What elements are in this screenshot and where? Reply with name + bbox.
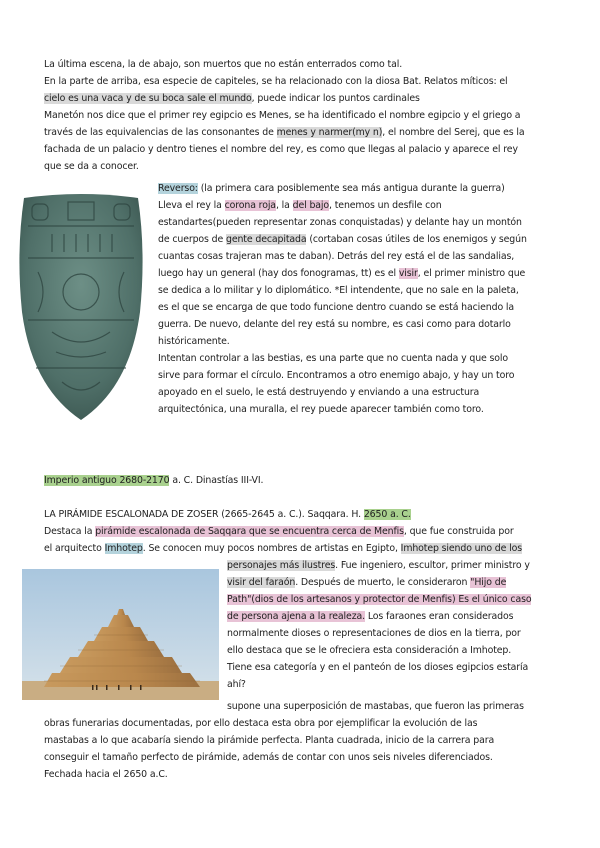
text-run: (la primera cara posiblemente sea más antigua durante la guerra) xyxy=(197,183,505,194)
zoser-line xyxy=(44,541,522,557)
text-run: luego hay un general (hay dos fonogramas, tt) es el xyxy=(158,268,399,279)
text-run: , el primer ministro que xyxy=(417,268,526,279)
highlight: visir del faraón xyxy=(227,577,296,588)
zoser-line: normalmente dioses o representaciones de dios en la tierra, por xyxy=(227,628,521,639)
zoser-title xyxy=(44,507,411,523)
text-run: , el nombre del Serej, que es la xyxy=(382,127,525,138)
zoser-line: Tiene esa categoría y en el panteón de los dioses egipcios estaría xyxy=(227,662,529,673)
text-run: . Se conocen muy pocos nombres de artistas en Egipto, xyxy=(142,543,401,554)
zoser-line: mastabas a lo que acabaría siendo la pirámide perfecta. Planta cuadrada, inicio de la carrera para xyxy=(44,735,495,746)
zoser-line xyxy=(227,592,531,608)
zoser-line: obras funerarias documentadas, por ello destaca esta obra por ejemplificar la evolución de las xyxy=(44,718,478,729)
zoser-line xyxy=(227,558,530,574)
highlight: Reverso: xyxy=(158,183,198,194)
highlight: Path"(dios de los artesanos y protector de Menfis) Es el único caso xyxy=(227,594,532,605)
highlight: Imhotep xyxy=(104,543,143,554)
highlight: corona roja xyxy=(224,200,276,211)
highlight: pirámide escalonada de Saqqara que se encuentra cerca de Menfis xyxy=(95,526,404,537)
palette-line: sirve para formar el círculo. Encontramos a otro enemigo abajo, y hay un toro xyxy=(158,370,515,381)
palette-line: estandartes(pueden representar zonas conquistadas) y delante hay un montón xyxy=(158,217,522,228)
palette-line: guerra. De nuevo, delante del rey está su nombre, es casi como para dotarlo xyxy=(158,319,511,330)
palette-line xyxy=(158,181,505,197)
highlight: 2650 a. C. xyxy=(363,509,411,520)
highlight: Imhotep siendo uno de los xyxy=(400,543,523,554)
highlight: del bajo xyxy=(292,200,330,211)
text-run: , puede indicar los puntos cardinales xyxy=(251,93,420,104)
text-run: el arquitecto xyxy=(44,543,105,554)
zoser-line xyxy=(44,524,514,540)
palette-line: arquitectónica, una muralla, el rey puede aparecer también como toro. xyxy=(158,404,484,415)
text-run: de cuerpos de xyxy=(158,234,226,245)
intro-line xyxy=(44,125,525,141)
intro-line: Manetón nos dice que el primer rey egipcio es Menes, se ha identificado el nombre egipcio y el griego a xyxy=(44,110,521,121)
text-run: Los faraones eran considerados xyxy=(364,611,514,622)
zoser-line: ahí? xyxy=(227,679,246,690)
highlight: gente decapitada xyxy=(226,234,307,245)
highlight: "Hijo de xyxy=(470,577,507,588)
text-run: . Después de muerto, le consideraron xyxy=(295,577,471,588)
zoser-line xyxy=(227,609,513,625)
palette-line: Intentan controlar a las bestias, es una parte que no cuenta nada y que solo xyxy=(158,353,509,364)
text-run: Lleva el rey la xyxy=(158,200,225,211)
palette-line xyxy=(158,266,525,282)
text-run: Destaca la xyxy=(44,526,96,537)
text-run: , tenemos un desfile con xyxy=(329,200,442,211)
zoser-line: supone una superposición de mastabas, que fueron las primeras xyxy=(227,701,524,712)
zoser-line: conseguir el tamaño perfecto de pirámide, además de contar con unos seis niveles diferenciados. xyxy=(44,752,493,763)
highlight: Imperio antiguo 2680-2170 xyxy=(44,475,170,486)
palette-line: se dedica a lo militar y lo diplomático. *El intendente, que no sale en la paleta, xyxy=(158,285,519,296)
intro-line: que se da a conocer. xyxy=(44,161,139,172)
text-run: , que fue construida por xyxy=(403,526,514,537)
zoser-line: Fechada hacia el 2650 a.C. xyxy=(44,769,168,780)
text-run: a. C. Dinastías III-VI. xyxy=(169,475,264,486)
text-run: . Fue ingeniero, escultor, primer ministro y xyxy=(335,560,530,571)
palette-line xyxy=(158,232,527,248)
intro-line: La última escena, la de abajo, son muertos que no están enterrados como tal. xyxy=(44,59,403,70)
text-run: través de las equivalencias de las consonantes de xyxy=(44,127,277,138)
highlight: personajes más ilustres xyxy=(227,560,336,571)
text-run: , la xyxy=(275,200,293,211)
intro-line: fachada de un palacio y dentro tienes el nombre del rey, es como que llegas al palacio y aparece el rey xyxy=(44,144,518,155)
highlight: cielo es una vaca y de su boca sale el mundo xyxy=(44,93,252,104)
intro-line: En la parte de arriba, esa especie de capiteles, se ha relacionado con la diosa Bat. Relatos míticos: el xyxy=(44,76,508,87)
section-heading xyxy=(44,473,263,489)
palette-line: históricamente. xyxy=(158,336,230,347)
text-run: LA PIRÁMIDE ESCALONADA DE ZOSER (2665-2645 a. C.). Saqqara. H. xyxy=(44,509,364,520)
text-run: (cortaban cosas útiles de los enemigos y según xyxy=(306,234,527,245)
palette-line: es el que se encarga de que todo funcione dentro cuando se está haciendo la xyxy=(158,302,515,313)
zoser-pyramid-image xyxy=(22,569,219,700)
highlight: de persona ajena a la realeza. xyxy=(227,611,365,622)
palette-line: cuantas cosas trajeran mas te daban). Detrás del rey está el de las sandalias, xyxy=(158,251,515,262)
intro-line xyxy=(44,91,420,107)
palette-line: apoyado en el suelo, le está destruyendo y enviando a una estructura xyxy=(158,387,480,398)
zoser-line xyxy=(227,575,506,591)
highlight: visir xyxy=(398,268,418,279)
zoser-line: ello destaca que se le ofreciera esta consideración a Imhotep. xyxy=(227,645,512,656)
highlight: menes y narmer(my n) xyxy=(276,127,383,138)
narmer-palette-image xyxy=(12,192,150,424)
palette-line xyxy=(158,198,442,214)
